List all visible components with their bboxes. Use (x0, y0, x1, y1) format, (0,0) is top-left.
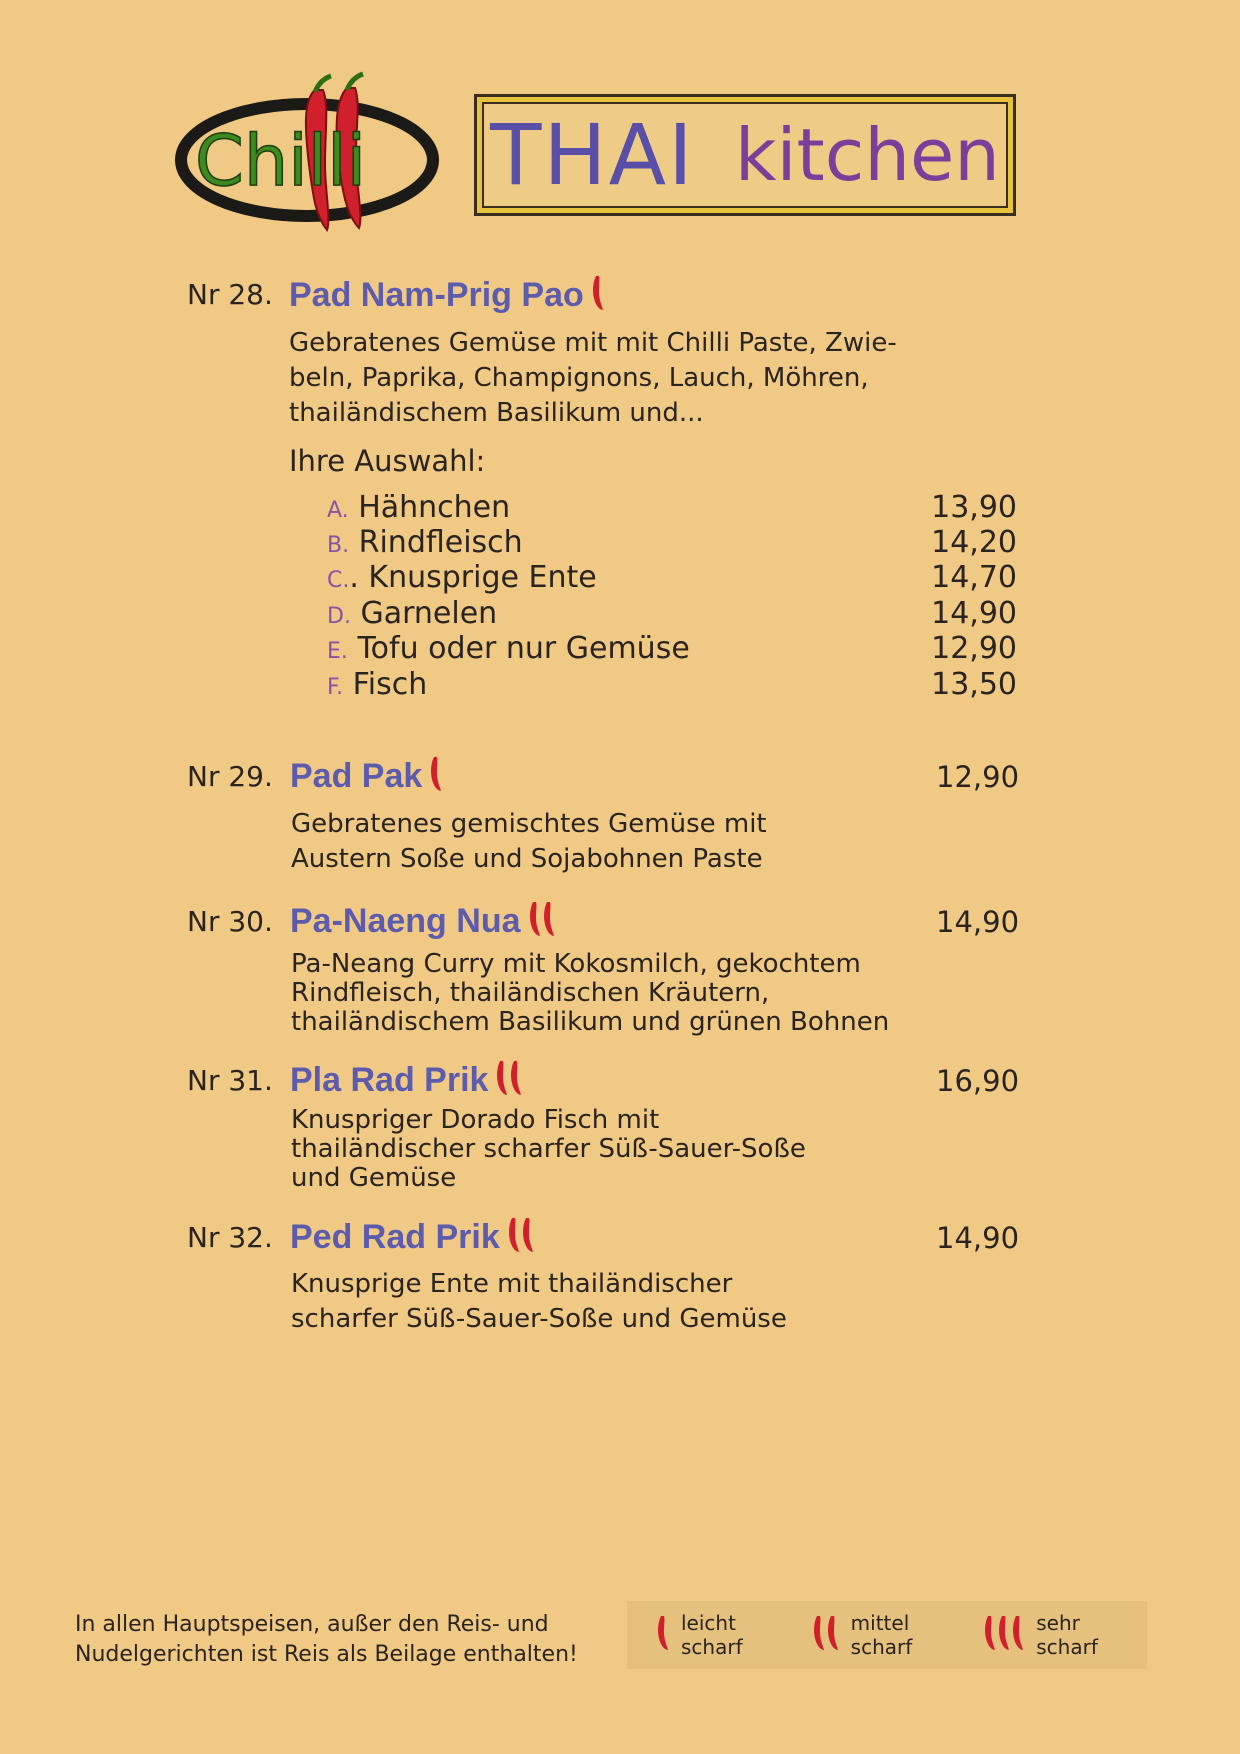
dish-name: Pla Rad Prik (290, 1061, 489, 1099)
spice-legend (627, 1601, 1147, 1669)
chili-icon (590, 274, 608, 316)
legend-item (976, 1611, 1131, 1659)
chili-icon (982, 1614, 1028, 1657)
option-row (327, 525, 1017, 561)
legend-item (805, 1611, 961, 1659)
chili-icon (428, 755, 446, 797)
logo-text: Chilli (195, 120, 367, 202)
chilli-logo (175, 70, 445, 240)
dish-title-row (290, 755, 446, 797)
dish-price: 12,90 (936, 760, 1020, 794)
option-row (327, 490, 1017, 526)
dish-description: Knuspriger Dorado Fisch mit thailändischer scharfer Süß-Sauer-Soße und Gemüse (291, 1105, 806, 1193)
legend-item (649, 1611, 789, 1659)
dish-number: Nr 31. (187, 1064, 273, 1097)
option-letter: D. (327, 604, 351, 629)
chilli-logo-icon (175, 70, 445, 240)
option-letter: F. (327, 675, 344, 700)
option-letter: C. (327, 568, 350, 593)
option-text: Hähnchen (348, 490, 511, 525)
dish-number: Nr 32. (187, 1221, 273, 1254)
dish-title-row (289, 274, 608, 316)
option-price: 14,90 (931, 596, 1017, 631)
dish-description: Knusprige Ente mit thailändischer scharfer Süß-Sauer-Soße und Gemüse (291, 1269, 787, 1334)
option-text: Tofu oder nur Gemüse (347, 631, 690, 666)
option-text: Rindfleisch (349, 525, 523, 560)
dish-title-row (290, 900, 559, 942)
dish-price: 14,90 (936, 1221, 1020, 1255)
legend-label: leicht scharf (681, 1611, 743, 1659)
option-text: Fisch (343, 667, 428, 702)
option-letter: A. (327, 498, 349, 523)
option-letter: B. (327, 533, 350, 558)
dish-name: Ped Rad Prik (290, 1218, 500, 1256)
dish-description: Pa-Neang Curry mit Kokosmilch, gekochtem Rindfleisch, thailändischen Kräutern, thailändischem Basilikum und grünen Bohnen (291, 949, 890, 1037)
choice-label: Ihre Auswahl: (289, 444, 486, 478)
chili-icon (494, 1059, 526, 1101)
option-price: 12,90 (931, 631, 1017, 666)
banner-thai: THAI (490, 106, 695, 204)
dish-number: Nr 28. (187, 278, 273, 311)
banner-kitchen: kitchen (734, 113, 1000, 197)
option-letter: E. (327, 639, 348, 664)
option-price: 13,90 (931, 490, 1017, 525)
footer-note: In allen Hauptspeisen, außer den Reis- und Nudelgerichten ist Reis als Beilage enthalten! (75, 1612, 578, 1667)
dish-number: Nr 29. (187, 760, 273, 793)
dish-price: 14,90 (936, 905, 1020, 939)
chili-icon (527, 900, 559, 942)
option-text: Garnelen (350, 596, 498, 631)
chili-icon (506, 1216, 538, 1258)
option-price: 14,20 (931, 525, 1017, 560)
option-text: . Knusprige Ente (349, 560, 597, 595)
option-row (327, 631, 1017, 667)
dish-description: Gebratenes Gemüse mit mit Chilli Paste, Zwie- beln, Paprika, Champignons, Lauch, Möhren, thailändischem Basilikum und... (289, 328, 897, 428)
dish-name: Pa-Naeng Nua (290, 902, 521, 940)
option-price: 14,70 (931, 560, 1017, 595)
dish-number: Nr 30. (187, 905, 273, 938)
thai-kitchen-banner (474, 94, 1016, 216)
chili-icon (655, 1614, 673, 1657)
legend-label: mittel scharf (850, 1611, 913, 1659)
dish-price: 16,90 (936, 1064, 1020, 1098)
chili-icon (811, 1614, 843, 1657)
dish-title-row (290, 1216, 538, 1258)
option-price: 13,50 (931, 667, 1017, 702)
dish-name: Pad Nam-Prig Pao (289, 276, 584, 314)
legend-label: sehr scharf (1036, 1611, 1098, 1659)
dish-title-row (290, 1059, 526, 1101)
dish-description: Gebratenes gemischtes Gemüse mit Austern Soße und Sojabohnen Paste (291, 809, 767, 874)
dish-name: Pad Pak (290, 757, 423, 795)
option-row (327, 596, 1017, 632)
option-row (327, 560, 1017, 596)
option-row (327, 667, 1017, 703)
